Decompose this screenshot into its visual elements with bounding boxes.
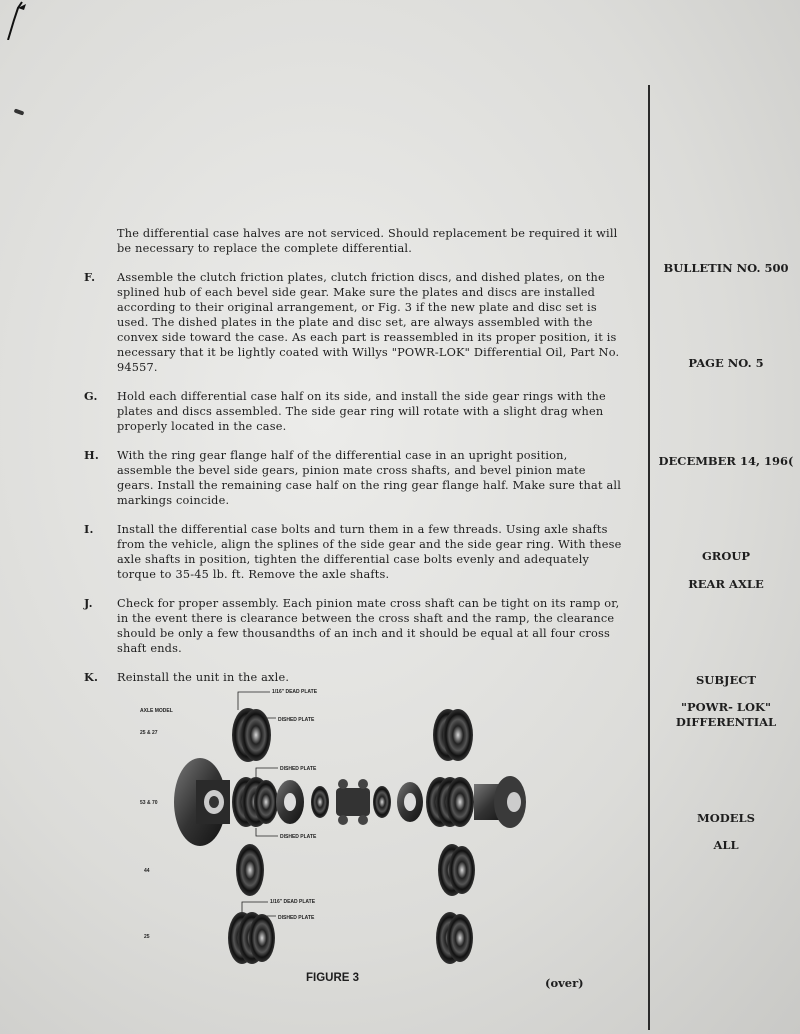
side-gear-ring-left — [276, 780, 304, 824]
step-text: Reinstall the unit in the axle. — [117, 671, 290, 684]
subject-heading: SUBJECT — [696, 673, 756, 687]
disc-stack-row3-right — [438, 844, 475, 896]
step-letter: J. — [84, 596, 93, 610]
disc-stack-row4-left — [228, 912, 275, 964]
subject-line-2: DIFFERENTIAL — [675, 715, 777, 729]
case-half-right — [474, 776, 526, 828]
bevel-side-gear-right — [373, 786, 391, 818]
dead-plate-label-1: 1/16" DEAD PLATE — [272, 689, 318, 695]
bulletin-date: DECEMBER 14, 196( — [658, 454, 794, 468]
disc-stack-row4-right — [436, 912, 473, 964]
models-heading: MODELS — [697, 811, 755, 825]
page-number: PAGE NO. 5 — [688, 356, 764, 370]
subject-line-1: "POWR- LOK" — [681, 700, 771, 714]
ring-gear-case-half — [174, 758, 230, 846]
step-text: Hold each differential case half on its side, and install the side gear rings with the plates and discs assembled. The side gear ring will rotate with a slight drag when properly located in the case. — [117, 390, 606, 433]
dished-plate-label-1: DISHED PLATE — [278, 717, 315, 723]
stray-mark — [14, 108, 25, 115]
step-text: Install the differential case bolts and turn them in a few threads. Using axle shafts from the vehicle, align the splines of the side gear and the side gear ring. With these axle shafts in position, tighten the differential case bolts evenly and adequately torque to 35-45 lb. ft. Remove the axle shafts. — [117, 523, 622, 581]
step-g — [84, 389, 624, 434]
over-note: (over) — [545, 976, 584, 990]
step-text: Assemble the clutch friction plates, clutch friction discs, and dished plates, on the splined hub of each bevel side gear. Make sure the plates and discs are installed according to their original arrangement, or Fig. 3 if the new plate and disc set is used. The dished plates in the plate and disc set, are always assembled with the convex side toward the case. As each part is reassembled in its proper position, it is necessary that it be lightly coated with Willys "POWR-LOK" Differential Oil, Part No. 94557. — [117, 271, 620, 374]
row-label-4: 25 — [144, 934, 150, 940]
axle-model-label: AXLE MODEL — [140, 708, 173, 714]
dished-plate-label-2: DISHED PLATE — [280, 766, 317, 772]
figure-3-exploded-view — [130, 680, 600, 980]
figure-caption: FIGURE 3 — [306, 972, 360, 984]
step-letter: I. — [84, 522, 94, 536]
intro-paragraph: The differential case halves are not serviced. Should replacement be required it will be necessary to replace the complete differential. — [117, 227, 618, 255]
bevel-side-gear-left — [311, 786, 329, 818]
step-j — [84, 596, 624, 656]
dished-plate-label-3: DISHED PLATE — [280, 834, 317, 840]
row-label-3: 44 — [144, 868, 150, 874]
step-i — [84, 522, 624, 582]
vertical-rule — [648, 85, 650, 1030]
pen-mark-icon — [4, 0, 44, 40]
dead-plate-label-2: 1/16" DEAD PLATE — [270, 899, 316, 905]
group-value: REAR AXLE — [688, 577, 764, 591]
pinion-cross-shaft — [336, 779, 370, 825]
step-h — [84, 448, 624, 508]
step-text: With the ring gear flange half of the differential case in an upright position, assemble the bevel side gears, pinion mate cross shafts, and bevel pinion mate gears. Install the remaining case half on the ring gear flange half. Make sure that all markings coincide. — [117, 449, 622, 507]
disc-stack-row2-right — [426, 777, 474, 827]
dished-plate-label-4: DISHED PLATE — [278, 915, 315, 921]
step-letter: H. — [84, 448, 100, 462]
models-value: ALL — [713, 838, 739, 852]
disc-stack-row2-left — [232, 777, 278, 827]
disc-stack-row1-left — [232, 708, 271, 762]
step-letter: G. — [84, 389, 98, 403]
disc-stack-row3-left — [236, 844, 264, 896]
step-letter: F. — [84, 270, 96, 284]
step-f — [84, 270, 624, 375]
step-letter: K. — [84, 670, 99, 684]
bulletin-number: BULLETIN NO. 500 — [663, 261, 789, 275]
main-text — [84, 226, 624, 699]
group-heading: GROUP — [701, 549, 751, 563]
row-label-2: 53 & 70 — [140, 800, 158, 806]
disc-stack-row1-right — [433, 709, 473, 761]
side-gear-ring-right — [397, 782, 423, 822]
step-text: Check for proper assembly. Each pinion mate cross shaft can be tight on its ramp or, in the event there is clearance between the cross shaft and the ramp, the clearance should be only a few thousandths of an inch and it should be equal at all four cross shaft ends. — [117, 597, 620, 655]
row-label-1: 25 & 27 — [140, 730, 158, 736]
